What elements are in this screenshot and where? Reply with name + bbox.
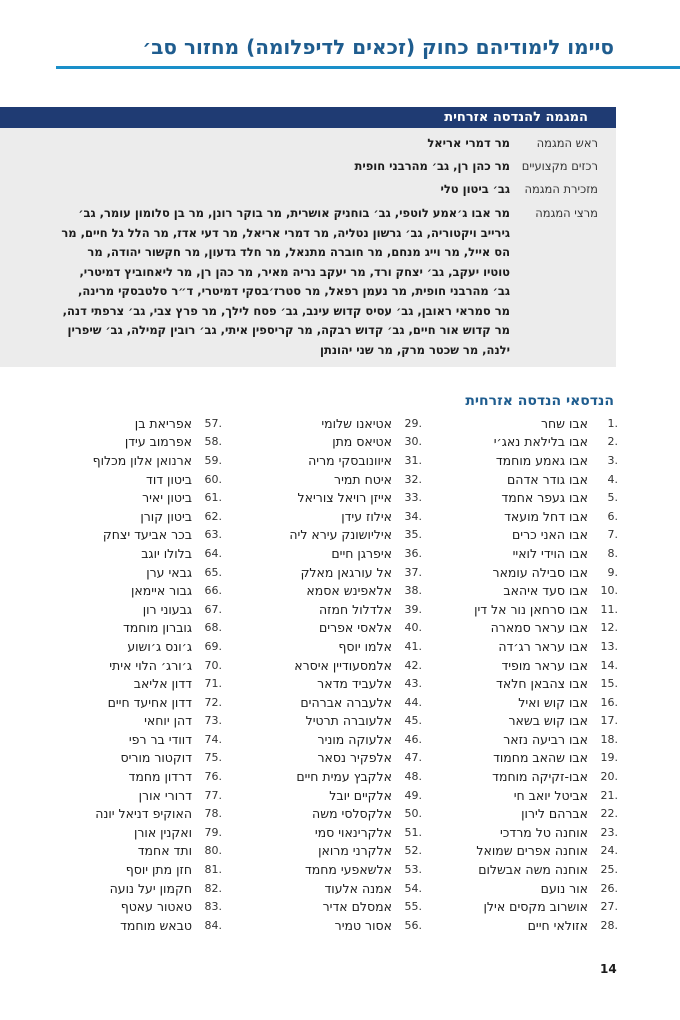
list-item-number: 4. xyxy=(607,472,618,486)
list-item xyxy=(468,916,618,935)
list-item-number: 69. xyxy=(204,639,222,653)
list-item-name: אטיאס מתן xyxy=(332,434,392,450)
list-item xyxy=(62,451,222,470)
list-item-number: 17. xyxy=(600,714,618,728)
list-item-number: 24. xyxy=(600,844,618,858)
committee-names: גב׳ ביטון טלי xyxy=(440,182,510,196)
list-item-name: אל עורגאן מאלק xyxy=(300,564,392,580)
list-item-number: 38. xyxy=(404,584,422,598)
list-item-number: 48. xyxy=(404,770,422,784)
list-item-name: אברהם לירון xyxy=(521,806,588,822)
list-item xyxy=(262,581,422,600)
list-item-name: אבו עראר רג׳דה xyxy=(498,638,588,654)
list-item xyxy=(62,749,222,768)
list-item xyxy=(468,897,618,916)
list-item-number: 44. xyxy=(404,695,422,709)
list-item-name: אלקיים יובל xyxy=(329,787,392,803)
list-item-number: 53. xyxy=(404,863,422,877)
list-item xyxy=(262,433,422,452)
list-item-name: אלקרני מרואן xyxy=(318,843,392,859)
list-item-number: 54. xyxy=(404,881,422,895)
list-item xyxy=(468,470,618,489)
list-item xyxy=(468,656,618,675)
list-item xyxy=(62,860,222,879)
list-item-number: 21. xyxy=(600,788,618,802)
list-item xyxy=(62,730,222,749)
list-item-number: 76. xyxy=(204,770,222,784)
list-item-name: אושרוב מקסים אילן xyxy=(483,899,588,915)
list-item-number: 57. xyxy=(204,416,222,430)
list-item-name: אבו גודר אדהם xyxy=(506,471,588,487)
list-item-number: 66. xyxy=(204,584,222,598)
list-item xyxy=(62,656,222,675)
committee-role: רכזים מקצועיים xyxy=(521,159,598,173)
list-item-number: 70. xyxy=(204,658,222,672)
committee-role: ראש המגמה xyxy=(536,136,598,150)
list-item-number: 67. xyxy=(204,602,222,616)
list-item-number: 39. xyxy=(404,602,422,616)
list-item-name: אבו שחר xyxy=(540,415,588,431)
list-item xyxy=(468,507,618,526)
list-item-number: 5. xyxy=(607,491,618,505)
list-item xyxy=(262,879,422,898)
list-item xyxy=(468,451,618,470)
page-title: סיימו לימודיהם כחוק (זכאים לדיפלומה) מחזור סב׳ xyxy=(142,35,614,59)
list-item-number: 41. xyxy=(404,639,422,653)
list-item-name: אזולאי חיים xyxy=(527,917,588,933)
list-item-name: גבעוני רון xyxy=(142,601,192,617)
list-item-number: 10. xyxy=(600,584,618,598)
list-item xyxy=(262,414,422,433)
list-item-number: 81. xyxy=(204,863,222,877)
list-item xyxy=(62,897,222,916)
list-item-name: ארנואן אלון מכלוף xyxy=(92,452,192,468)
list-item-number: 35. xyxy=(404,528,422,542)
list-item xyxy=(468,600,618,619)
list-item-name: דדון אחיעד חיים xyxy=(107,694,192,710)
list-item-number: 40. xyxy=(404,621,422,635)
list-item-name: אוחנה אפרים שמואל xyxy=(476,843,588,859)
list-item-name: אביטל יואב חי xyxy=(513,787,588,803)
list-item-name: אבו גאמע מוחמד xyxy=(495,452,588,468)
list-item xyxy=(62,767,222,786)
list-item-number: 33. xyxy=(404,491,422,505)
list-item xyxy=(468,563,618,582)
list-item-number: 1. xyxy=(607,416,618,430)
list-item-number: 32. xyxy=(404,472,422,486)
list-item-number: 79. xyxy=(204,825,222,839)
list-item-name: איוונובסקי מריה xyxy=(308,452,392,468)
list-item-number: 84. xyxy=(204,918,222,932)
list-item-number: 16. xyxy=(600,695,618,709)
list-item xyxy=(468,786,618,805)
list-item-name: אייזן רויאל צוריאל xyxy=(297,490,392,506)
list-item xyxy=(62,507,222,526)
list-item xyxy=(262,507,422,526)
list-item-name: אוחנה טל מרדכי xyxy=(499,824,588,840)
list-item-name: איפרגן חיים xyxy=(331,545,392,561)
list-item-number: 60. xyxy=(204,472,222,486)
list-item-number: 20. xyxy=(600,770,618,784)
list-item xyxy=(262,637,422,656)
list-item-name: בכר אביעד יצחק xyxy=(102,527,192,543)
list-item xyxy=(62,712,222,731)
list-item-number: 74. xyxy=(204,732,222,746)
list-item-number: 25. xyxy=(600,863,618,877)
committee-names: מר דמרי אריאל xyxy=(427,136,510,150)
list-item-name: אבו שהאב מחמוד xyxy=(493,750,588,766)
list-item-name: אסור טמיר xyxy=(334,917,392,933)
list-item-name: אבו סבילה עומאר xyxy=(492,564,588,580)
list-item-number: 3. xyxy=(607,453,618,467)
list-item-name: אבו האני כרים xyxy=(511,527,588,543)
list-item-number: 62. xyxy=(204,509,222,523)
list-item-number: 71. xyxy=(204,677,222,691)
list-item-number: 46. xyxy=(404,732,422,746)
list-item-name: אלמו יוסף xyxy=(338,638,392,654)
list-item-number: 72. xyxy=(204,695,222,709)
list-item xyxy=(262,786,422,805)
list-item xyxy=(62,619,222,638)
list-item-number: 7. xyxy=(607,528,618,542)
list-item-name: אלפקיר נסאר xyxy=(317,750,392,766)
list-item-number: 18. xyxy=(600,732,618,746)
list-item-name: אור נועם xyxy=(540,880,588,896)
list-item xyxy=(262,767,422,786)
list-item-name: ותד אחמד xyxy=(137,843,192,859)
list-item-number: 42. xyxy=(404,658,422,672)
list-item-name: אלעברה אברהים xyxy=(300,694,392,710)
list-item-number: 2. xyxy=(607,435,618,449)
list-item-name: אמנה אלעוד xyxy=(324,880,392,896)
list-item xyxy=(468,749,618,768)
list-item xyxy=(62,414,222,433)
list-item-name: אבו סעד איהאב xyxy=(503,583,588,599)
list-item xyxy=(468,730,618,749)
list-item-name: אלעוקה מוניר xyxy=(317,731,392,747)
list-item-number: 52. xyxy=(404,844,422,858)
graduates-column-2 xyxy=(262,414,422,935)
list-item-number: 31. xyxy=(404,453,422,467)
list-item-number: 28. xyxy=(600,918,618,932)
list-item-number: 26. xyxy=(600,881,618,895)
committee-box xyxy=(0,107,616,367)
list-item xyxy=(262,749,422,768)
list-item-number: 9. xyxy=(607,565,618,579)
list-item xyxy=(262,563,422,582)
list-item xyxy=(262,916,422,935)
list-item-name: אלשאפעי מחמד xyxy=(304,862,392,878)
list-item xyxy=(468,433,618,452)
list-item-name: בלולו יוגב xyxy=(141,545,192,561)
list-item-number: 45. xyxy=(404,714,422,728)
list-item-name: איטח תמיר xyxy=(334,471,392,487)
list-item xyxy=(262,842,422,861)
list-item-number: 37. xyxy=(404,565,422,579)
list-item-name: אלאסי אפרים xyxy=(318,620,392,636)
list-item xyxy=(62,674,222,693)
list-item xyxy=(62,637,222,656)
list-item-number: 83. xyxy=(204,900,222,914)
list-item-name: ואקנין אורן xyxy=(133,824,192,840)
list-item-number: 43. xyxy=(404,677,422,691)
list-item-name: אבו הוידי לואיי xyxy=(512,545,588,561)
list-item xyxy=(468,804,618,823)
list-item xyxy=(262,693,422,712)
list-item-name: אבו-זקיקה מוחמד xyxy=(492,769,588,785)
graduates-title: הנדסאי הנדסה אזרחית xyxy=(465,393,614,409)
list-item-name: דהן יוחאי xyxy=(144,713,192,729)
list-item xyxy=(62,823,222,842)
list-item-number: 77. xyxy=(204,788,222,802)
list-item-name: אלקסלסי משה xyxy=(312,806,392,822)
list-item xyxy=(468,544,618,563)
list-item xyxy=(262,897,422,916)
list-item-name: ג׳ונס ג׳ושוע xyxy=(127,638,192,654)
list-item-number: 12. xyxy=(600,621,618,635)
list-item-name: גוברון מוחמד xyxy=(122,620,192,636)
list-item xyxy=(468,693,618,712)
list-item xyxy=(468,414,618,433)
list-item xyxy=(62,581,222,600)
list-item-name: אלעביד מדאר xyxy=(317,676,392,692)
committee-names: מר אבו ג׳אמע לוטפי, גב׳ בוחניק אושרית, מר בוקר רונן, מר בן סלומון עומר, גב׳ גירייב ויקטוריה, גב׳ גרשון נטליה, מר דמרי אריאל, מר דעי אדז, מר הלל גל חיים, מר הס אייל, מר וייג מנחם, מר חוברה מתנאל, מר חלד גדעון, מר חקשור יהודה, מר טוטיו יעקב, גב׳ יצחק ורד, מר יעקב נריה מאיר, מר כהן רן, מר ליאחוביץ דמיטרי, גב׳ מהרבני חופית, מר נעמן רפאל, מר סטרז׳בסקי דמיטרי, ד״ר סלטבסקי מרינה, מר סמראי ראובן, גב׳ עסיס קדוש עינב, גב׳ פסח לילך, מר פרץ צבי, גב׳ צרפתי דנה, מר קדוש אור חיים, גב׳ קדוש רבקה, מר קריספין איתי, גב׳ רובין קמילה, גב׳ שיפרין ילנה, מר שכטר מרק, מר שני יהונתן xyxy=(61,206,510,357)
list-item xyxy=(62,916,222,935)
list-item xyxy=(62,600,222,619)
list-item-name: אלמסעודיין איסרא xyxy=(294,657,392,673)
list-item xyxy=(468,488,618,507)
list-item-name: דרדון מחמד xyxy=(128,769,192,785)
list-item-number: 50. xyxy=(404,807,422,821)
list-item-number: 65. xyxy=(204,565,222,579)
list-item xyxy=(62,526,222,545)
list-item-name: אטיאנו שלומי xyxy=(321,415,392,431)
list-item-name: אבו קוש ואיל xyxy=(518,694,588,710)
list-item-number: 23. xyxy=(600,825,618,839)
list-item-name: אלאפינש אסמא xyxy=(306,583,392,599)
list-item-name: אבו געפר אחמד xyxy=(501,490,588,506)
list-item-number: 8. xyxy=(607,546,618,560)
list-item xyxy=(262,619,422,638)
list-item-name: דרורי אורן xyxy=(138,787,192,803)
list-item xyxy=(468,526,618,545)
list-item xyxy=(262,712,422,731)
list-item xyxy=(262,470,422,489)
list-item-name: דוודי בר רפי xyxy=(128,731,192,747)
list-item xyxy=(262,526,422,545)
list-item-number: 59. xyxy=(204,453,222,467)
list-item xyxy=(262,823,422,842)
list-item-number: 63. xyxy=(204,528,222,542)
list-item xyxy=(262,860,422,879)
list-item-name: אפרמוב עידן xyxy=(124,434,192,450)
committee-names: מר כהן רן, גב׳ מהרבני חופית xyxy=(354,159,510,173)
list-item-name: גבור איימאן xyxy=(130,583,192,599)
list-item xyxy=(62,842,222,861)
list-item xyxy=(468,712,618,731)
list-item-name: אבו עראר סמארה xyxy=(490,620,588,636)
list-item xyxy=(62,693,222,712)
list-item-name: אלקבץ עמית חיים xyxy=(296,769,392,785)
list-item-name: ביטון דוד xyxy=(146,471,192,487)
page-number: 14 xyxy=(600,962,617,976)
list-item xyxy=(468,823,618,842)
list-item-name: דדון אליאב xyxy=(133,676,192,692)
list-item-number: 80. xyxy=(204,844,222,858)
list-item-number: 82. xyxy=(204,881,222,895)
list-item-number: 22. xyxy=(600,807,618,821)
list-item xyxy=(262,544,422,563)
list-item xyxy=(262,804,422,823)
list-item-number: 49. xyxy=(404,788,422,802)
list-item-number: 51. xyxy=(404,825,422,839)
list-item-name: אמסלם אדיר xyxy=(322,899,392,915)
list-item-number: 36. xyxy=(404,546,422,560)
list-item xyxy=(62,804,222,823)
list-item xyxy=(62,786,222,805)
list-item-name: ג׳ורג׳ הלוי איתי xyxy=(109,657,192,673)
list-item-name: אלדלול חמזה xyxy=(318,601,392,617)
list-item xyxy=(262,451,422,470)
list-item-name: אבו עראר מופיד xyxy=(501,657,588,673)
list-item-name: גבאי ערן xyxy=(146,564,192,580)
list-item-number: 78. xyxy=(204,807,222,821)
list-item-name: אבו צהבאן חלאד xyxy=(496,676,588,692)
list-item-name: איליושונק עירא ליה xyxy=(289,527,392,543)
title-divider xyxy=(56,66,680,69)
list-item-name: דוקטור מוריס xyxy=(120,750,192,766)
committee-header: המגמה להנדסה אזרחית xyxy=(0,107,616,128)
list-item-name: אבו דחל מועאד xyxy=(504,508,588,524)
list-item xyxy=(468,619,618,638)
list-item-name: אבו בלילאת נאג׳י xyxy=(493,434,588,450)
list-item-number: 73. xyxy=(204,714,222,728)
list-item-number: 11. xyxy=(600,602,618,616)
list-item-number: 68. xyxy=(204,621,222,635)
list-item-name: טאטור עאטף xyxy=(120,899,192,915)
list-item-name: חזן מתן יוסף xyxy=(125,862,192,878)
committee-role: מרצי המגמה xyxy=(535,206,598,220)
list-item-name: אלעוברה תרטיל xyxy=(305,713,392,729)
list-item-name: חקמון יעל נועה xyxy=(109,880,192,896)
list-item xyxy=(262,674,422,693)
list-item-number: 58. xyxy=(204,435,222,449)
list-item xyxy=(468,581,618,600)
list-item xyxy=(468,842,618,861)
list-item xyxy=(62,544,222,563)
list-item-name: אבו סרחאן נור אל דין xyxy=(474,601,588,617)
list-item xyxy=(62,563,222,582)
list-item xyxy=(62,433,222,452)
list-item-name: אילוז עידן xyxy=(341,508,392,524)
list-item-name: ביטון יאיר xyxy=(142,490,192,506)
list-item-number: 64. xyxy=(204,546,222,560)
list-item xyxy=(262,656,422,675)
list-item-number: 29. xyxy=(404,416,422,430)
list-item-name: אבו קוש בשאר xyxy=(508,713,588,729)
list-item-name: אפריאת בן xyxy=(134,415,192,431)
list-item-number: 61. xyxy=(204,491,222,505)
list-item-number: 15. xyxy=(600,677,618,691)
list-item-number: 47. xyxy=(404,751,422,765)
list-item xyxy=(62,879,222,898)
list-item xyxy=(62,488,222,507)
list-item-number: 34. xyxy=(404,509,422,523)
list-item-name: אלקרינאוי סמי xyxy=(314,824,392,840)
list-item xyxy=(468,767,618,786)
list-item-name: אבו רביעה נזאר xyxy=(503,731,588,747)
list-item xyxy=(262,488,422,507)
list-item xyxy=(262,600,422,619)
graduates-column-3 xyxy=(62,414,222,935)
list-item-number: 6. xyxy=(607,509,618,523)
graduates-column-1 xyxy=(468,414,618,935)
list-item-name: אוחנה משה אבשלום xyxy=(478,862,588,878)
list-item xyxy=(62,470,222,489)
list-item-number: 27. xyxy=(600,900,618,914)
list-item-number: 14. xyxy=(600,658,618,672)
list-item-number: 75. xyxy=(204,751,222,765)
list-item xyxy=(262,730,422,749)
list-item-name: ביטון קורן xyxy=(140,508,192,524)
list-item-number: 55. xyxy=(404,900,422,914)
list-item-number: 56. xyxy=(404,918,422,932)
list-item xyxy=(468,860,618,879)
list-item-name: טבאש מוחמד xyxy=(120,917,192,933)
list-item-number: 30. xyxy=(404,435,422,449)
list-item xyxy=(468,674,618,693)
committee-role: מזכירת המגמה xyxy=(524,182,598,196)
list-item xyxy=(468,637,618,656)
list-item-number: 19. xyxy=(600,751,618,765)
list-item-name: האוקיפ דניאל יונה xyxy=(95,806,192,822)
list-item xyxy=(468,879,618,898)
list-item-number: 13. xyxy=(600,639,618,653)
